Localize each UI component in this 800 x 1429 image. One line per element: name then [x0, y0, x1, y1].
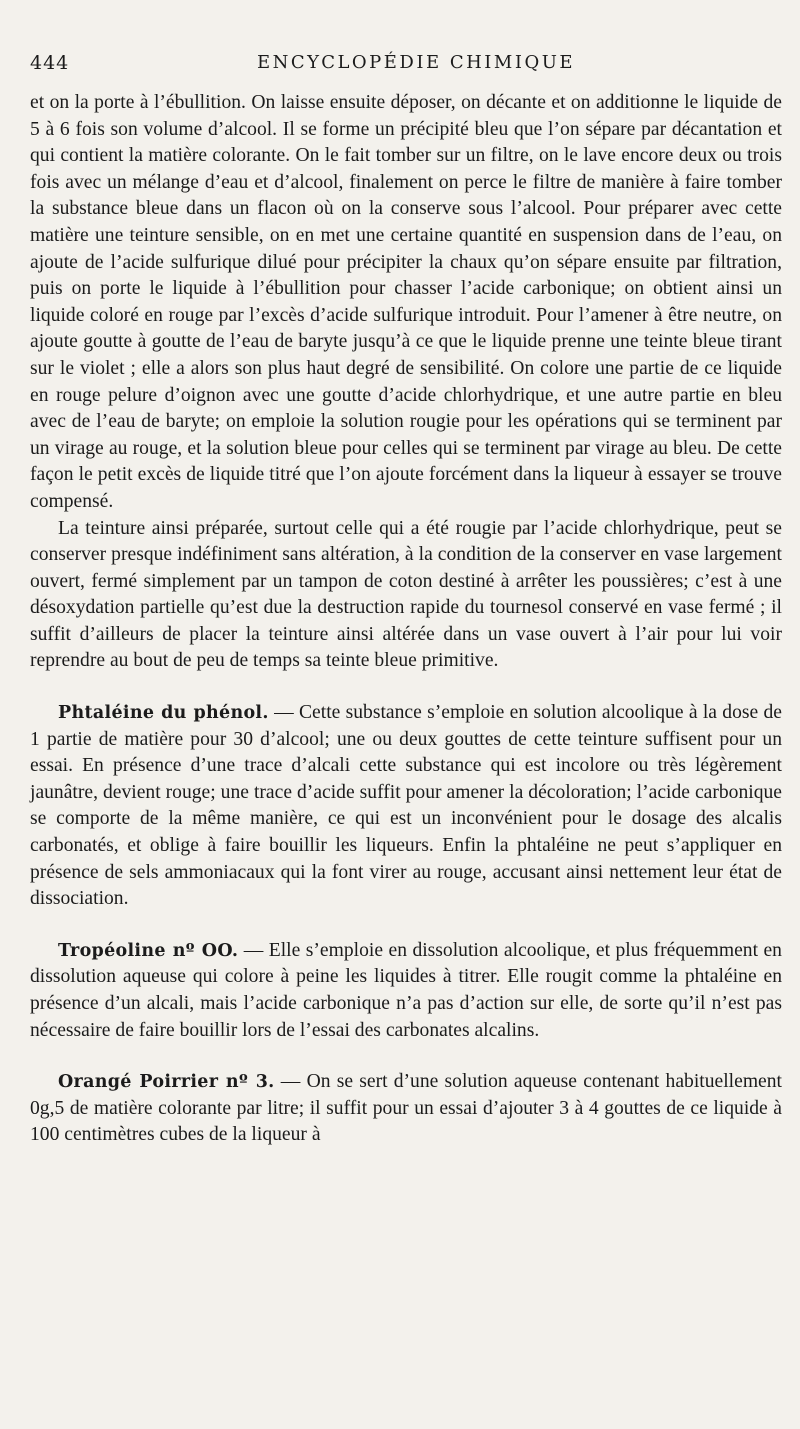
heading-phtaleine: Phtaléine du phénol.	[58, 703, 269, 724]
text-tropeoline: — Elle s’emploie en dissolution alcoolique, et plus fréquemment en dissolution aqueuse qui colore à peine les liquides à titrer. Elle rougit comme la phtaléine en présence d’un alcali, mais l’acide carbonique n’a pas d’action sur elle, de sorte qu’il n’est pas nécessaire de faire bouillir lors de l’essai des carbonates alcalins.	[30, 939, 782, 1041]
paragraph-tropeoline	[30, 938, 782, 1044]
paragraph-orange-poirrier	[30, 1069, 782, 1149]
heading-tropeoline: Tropéoline nº OO.	[58, 940, 239, 961]
page-header	[30, 50, 782, 80]
running-title: ENCYCLOPÉDIE CHIMIQUE	[256, 52, 576, 73]
page-number: 444	[30, 52, 70, 74]
section-gap	[30, 675, 782, 700]
text-phtaleine: — Cette substance s’emploie en solution alcoolique à la dose de 1 partie de matière pour 30 d’alcool; une ou deux gouttes de cette teinture suffisent pour un essai. En présence d’une trace d’alcali cette substance qui est incolore ou très légèrement jaunâtre, devient rouge; une trace d’acide suffit pour amener la décoloration; l’acide carbonique se comporte de la même manière, ce qui est un inconvénient pour le dosage des alcalis carbonatés, et oblige à faire bouillir les liqueurs. Enfin la phtaléine ne peut s’appliquer en présence de sels ammoniacaux qui la font virer au rouge, accusant ainsi nettement leur état de dissociation.	[30, 702, 782, 910]
page-body	[30, 90, 782, 1149]
paragraph-litmus-preparation: et on la porte à l’ébullition. On laisse ensuite déposer, on décante et on additionne le liquide de 5 à 6 fois son volume d’alcool. Il se forme un précipité bleu que l’on sépare par décantation et qui contient la matière colorante. On le fait tomber sur un filtre, on le lave encore deux ou trois fois avec un mélange d’eau et d’alcool, finalement on perce le filtre de manière à faire tomber la substance bleue dans un flacon où on la conserve sous l’alcool. Pour préparer avec cette matière une teinture sensible, on en met une certaine quantité en suspension dans de l’eau, on ajoute de l’acide sulfurique dilué pour précipiter la chaux qu’on sépare ensuite par filtration, puis on porte le liquide à l’ébullition pour chasser l’acide carbonique; on obtient ainsi un liquide coloré en rouge par l’excès d’acide sulfurique introduit. Pour l’amener à être neutre, on ajoute goutte à goutte de l’eau de baryte jusqu’à ce que le liquide prenne une teinte bleue tirant sur le violet ; elle a alors son plus haut degré de sensibilité. On colore une partie de ce liquide en rouge pelure d’oignon avec une goutte d’acide chlorhydrique, et une autre partie en bleu avec de l’eau de baryte; on emploie la solution rougie pour les opérations qui se terminent par un virage au rouge, et la solution bleue pour celles qui se terminent par virage au bleu. De cette façon le petit excès de liquide titré que l’on ajoute forcément dans la liqueur à essayer se trouve compensé.	[30, 92, 782, 512]
paragraph-phtaleine	[30, 700, 782, 913]
book-page	[30, 0, 782, 1429]
paragraph-litmus-conservation: La teinture ainsi préparée, surtout celle qui a été rougie par l’acide chlorhydrique, peut se conserver presque indéfiniment sans altération, à la condition de la conserver en vase largement ouvert, fermé simplement par un tampon de coton destiné à arrêter les poussières; c’est à une désoxydation partielle qu’est due la destruction rapide du tournesol conservé en vase fermé ; il suffit d’ailleurs de placer la teinture ainsi altérée dans un vase ouvert à l’air pour lui voir reprendre au bout de peu de temps sa teinte bleue primitive.	[30, 517, 782, 672]
section-gap	[30, 1044, 782, 1069]
text-orange-poirrier: — On se sert d’une solution aqueuse contenant habituellement 0g,5 de matière colorante par litre; il suffit pour un essai d’ajouter 3 à 4 gouttes de ce liquide à 100 centimètres cubes de la liqueur à	[30, 1071, 782, 1146]
heading-orange-poirrier: Orangé Poirrier nº 3.	[58, 1072, 275, 1093]
section-gap	[30, 913, 782, 938]
